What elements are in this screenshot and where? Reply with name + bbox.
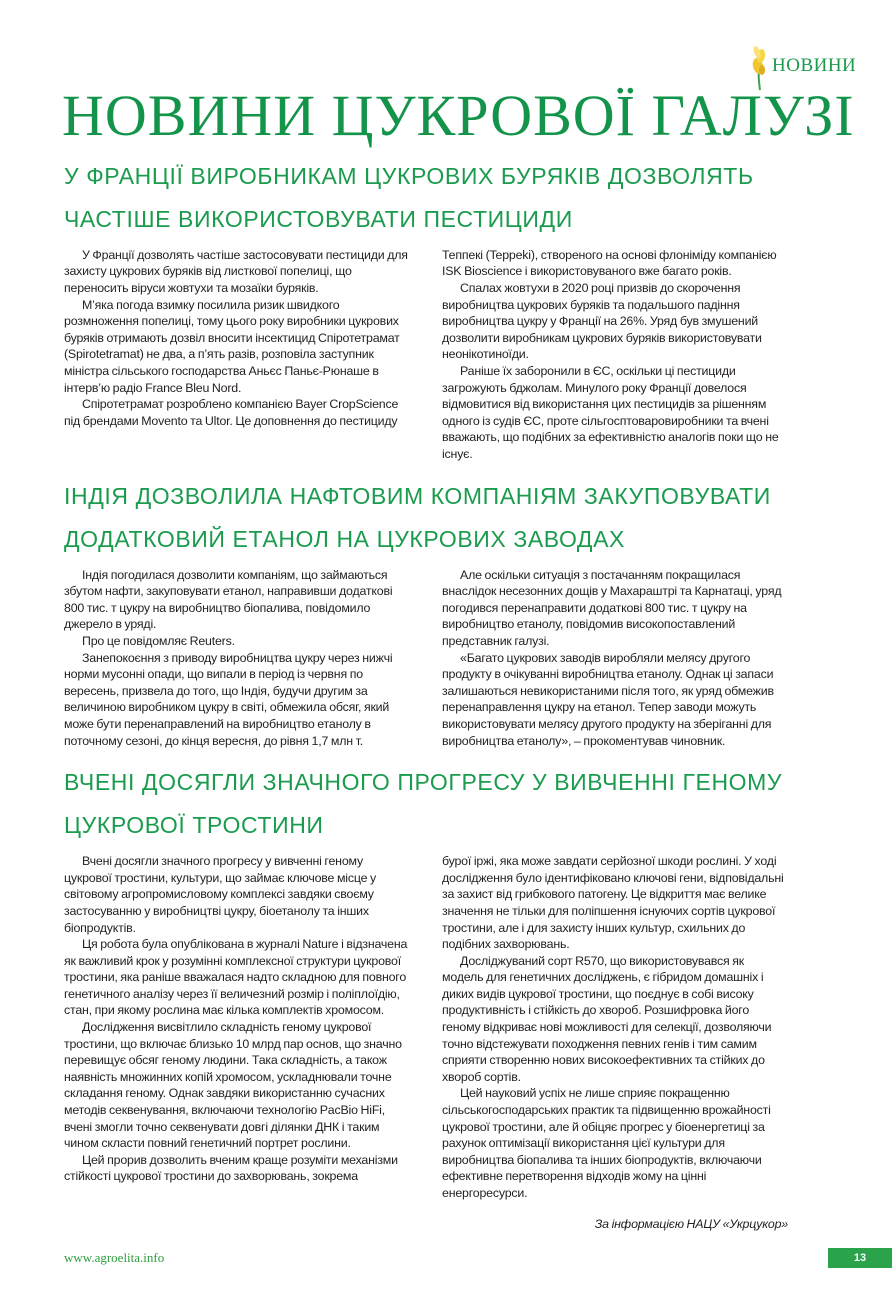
paragraph: Вчені досягли значного прогресу у вивченні геному цукрової тростини, культури, що займає ключове місце у світовому агропромисловому комплексі завдяки своєму застосуванню у виробництві цукру, біоетанолу та інших біопродуктів. — [64, 854, 377, 935]
paragraph: «Багато цукрових заводів виробляли мелясу другого продукту в очікуванні виробництва етанолу. Однак ці запаси залишаються невикористаними після того, як уряд обмежив перенаправлення цукру на етанол. Тепер заводи можуть використовувати мелясу другого продукту на зберіганні для виробництва етанолу», – прокоментував чиновник. — [442, 650, 774, 748]
page-number: 13 — [828, 1248, 892, 1268]
paragraph: Спіротетрамат розроблено компанією Bayer CropScience під брендами Movento та Ultor. Це доповнення до пестициду — [64, 397, 399, 428]
article-body — [64, 567, 788, 750]
paragraph: Ця робота була опублікована в журналі Nature і відзначена як важливий крок у розумінні комплексної структури цукрової тростини, яка раніше вважалася надто складною для повного генетичного аналізу через її величезний розмір і поліплоїдію, стан, при якому рослина має кілька комплектів хромосом. — [64, 937, 408, 1018]
left-column — [64, 567, 410, 750]
paragraph: бурої іржі, яка може завдати серйозної шкоди рослині. У ході дослідження було ідентифіковано ключові гени, відповідальні за захист від грибкового патогену. Це відкриття має велике значення не тільки для поліпшення існуючих сортів цукрової тростини, але і для захисту інших культур, схильних до подібних захворювань. — [442, 854, 784, 952]
article-body — [64, 853, 788, 1232]
article-headline — [62, 155, 802, 241]
paragraph: Дослідження висвітлило складність геному цукрової тростини, що включає близько 10 млрд пар основ, що значно перевищує обсяг геному людини. Така складність, а також наявність множинних копій хромосом, ускладнювали точне складання геному. Однак завдяки використанню сучасних методів секвенування, включаючи технологію PacBio HiFi, вчені змогли точно секвенувати довгі ділянки ДНК і таким чином скласти повний генетичний портрет рослини. — [64, 1020, 402, 1151]
headline-line: ЧАСТІШЕ ВИКОРИСТОВУВАТИ ПЕСТИЦИДИ — [64, 205, 573, 232]
source-credit: За інформацією НАЦУ «Укрцукор» — [594, 1216, 788, 1231]
wheat-icon — [748, 40, 770, 92]
right-column — [442, 853, 788, 1232]
headline-line: ІНДІЯ ДОЗВОЛИЛА НАФТОВИМ КОМПАНІЯМ ЗАКУПОВУВАТИ — [64, 482, 771, 509]
article-body — [64, 247, 788, 463]
left-column — [64, 853, 410, 1185]
page-footer — [0, 1244, 892, 1284]
right-column — [442, 567, 788, 750]
section-tag-label: НОВИНИ — [772, 55, 857, 76]
paragraph: Індія погодилася дозволити компаніям, що займаються збутом нафти, закуповувати етанол, направивши додаткові 800 тис. т цукру на виробництво біопалива, повідомило джерело в уряді. — [64, 567, 393, 632]
headline-line: ЦУКРОВОЇ ТРОСТИНИ — [64, 812, 324, 839]
paragraph: Але оскільки ситуація з постачанням покращилася внаслідок несезонних дощів у Махараштрі та Карнатаці, уряд погодився перенаправити додаткові 800 тис. т цукру на виробництво етанолу, повідомив високопоставлений представник галузі. — [442, 567, 782, 648]
article-headline — [62, 475, 802, 561]
paragraph: Про це повідомляє Reuters. — [82, 633, 235, 648]
paragraph: Занепокоєння з приводу виробництва цукру через нижчі норми мусонні опади, що випали в період із червня по вересень, призвела до того, що Індія, будучи другим за величиною виробником цукру в світі, обмежила обсяг, який може бути перенаправлений на виробництво етанолу в поточному сезоні, до кінця вересня, до рівня 1,7 млн т. — [64, 650, 393, 748]
paragraph: Спалах жовтухи в 2020 році призвів до скорочення виробництва цукрових буряків та подальшого падіння виробництва цукру у Франції на 26%. Уряд був змушений дозволити виробникам цукрових буряків використовувати неонікотиноїди. — [442, 281, 762, 362]
paragraph: Цей науковий успіх не лише сприяє покращенню сільськогосподарських практик та підвищенню врожайності цукрової тростини, але й обіцяє прогрес у біоенергетиці за рахунок оптимізації використання цієї культури для виробництва біопалива та інших біопродуктів, включаючи ефективне перетворення відходів жому на цінні енергоресурси. — [442, 1086, 771, 1201]
headline-line: У ФРАНЦІЇ ВИРОБНИКАМ ЦУКРОВИХ БУРЯКІВ ДОЗВОЛЯТЬ — [64, 162, 754, 189]
paragraph: Теппекі (Teppeki), створеного на основі флоніміду компанією ISK Bioscience і використовуваного вже багато років. — [442, 247, 777, 279]
left-column — [64, 247, 410, 430]
right-column — [442, 247, 788, 463]
paragraph: М’яка погода взимку посилила ризик швидкого розмноження попелиці, тому цього року виробники цукрових буряків отримають дозвіл вносити інсектицид Спіротетрамат (Spirotetramat) не два, а п’ять разів, розповіла заступник міністра сільського господарства Аньєс Паньє-Рюнаше в інтерв’ю радіо France Bleu Nord. — [64, 297, 400, 395]
headline-line: ДОДАТКОВИЙ ЕТАНОЛ НА ЦУКРОВИХ ЗАВОДАХ — [64, 525, 625, 552]
paragraph: У Франції дозволять частіше застосовувати пестициди для захисту цукрових буряків від листкової попелиці, що переносить віруси жовтухи та мозаїки буряків. — [64, 247, 408, 296]
paragraph: Раніше їх заборонили в ЄС, оскільки ці пестициди загрожують бджолам. Минулого року Франції довелося відмовитися від використання цих пестицидів за рішенням одного із судів ЄС, проте сільгосптоваровиробники та вчені вважають, що подібних за ефективністю аналогів поки що не існує. — [442, 364, 779, 462]
headline-line: ВЧЕНІ ДОСЯГЛИ ЗНАЧНОГО ПРОГРЕСУ У ВИВЧЕННІ ГЕНОМУ — [64, 769, 783, 796]
paragraph: Досліджуваний сорт R570, що використовувався як модель для генетичних досліджень, є гібридом домашніх і диких видів цукрової тростини, що поєднує в собі високу продуктивність і стійкість до хвороб. Розшифровка його геному відкриває нові можливості для селекції, дозволяючи точно відстежувати походження певних генів і тим самим сприяти створенню нових високоефективних та стійких до хвороб сортів. — [442, 953, 772, 1084]
paragraph: Цей прорив дозволить вченим краще розуміти механізми стійкості цукрової тростини до захворювань, зокрема — [64, 1152, 398, 1184]
article-headline — [62, 761, 802, 847]
page-title: НОВИНИ ЦУКРОВОЇ ГАЛУЗІ — [62, 83, 855, 148]
footer-url[interactable]: www.agroelita.info — [64, 1250, 165, 1266]
section-tag — [748, 40, 856, 92]
